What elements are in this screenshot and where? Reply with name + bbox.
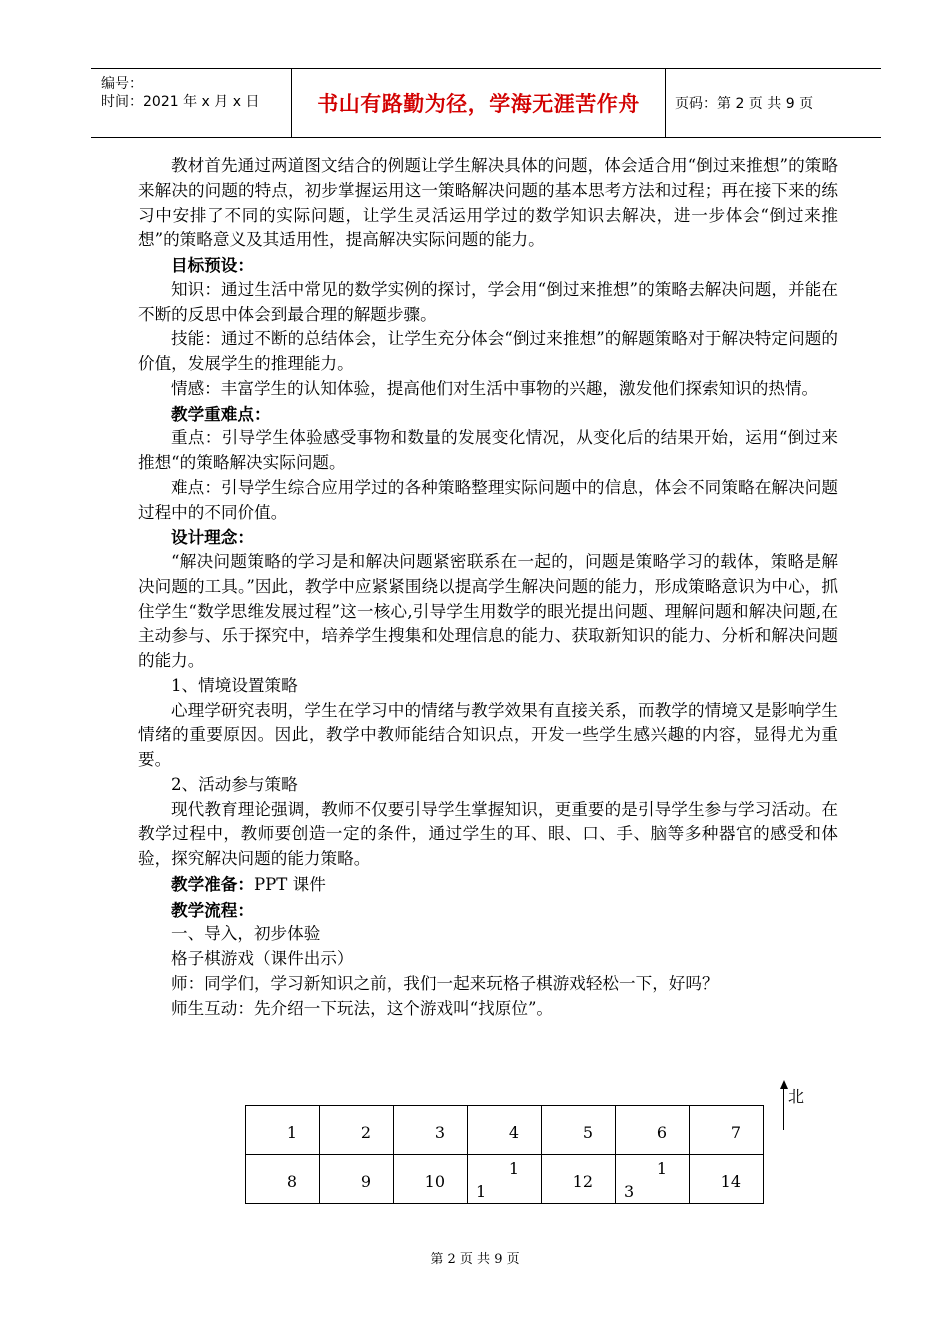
grid-cell	[616, 1106, 690, 1155]
cell-number: 4	[508, 1123, 519, 1142]
grid-cell	[468, 1106, 542, 1155]
grid-cell	[320, 1106, 394, 1155]
grid-cell	[394, 1155, 468, 1204]
flow-step-1: 一、导入，初步体验	[171, 924, 321, 944]
paragraph-difficult: 难点：引导学生综合应用学过的各种策略整理实际问题中的信息，体会不同策略在解决问题过程中的不同价值。	[138, 477, 838, 522]
grid-cell	[690, 1155, 764, 1204]
cell-number-top: 1	[656, 1159, 667, 1178]
flow-teacher-line: 师：同学们，学习新知识之前，我们一起来玩格子棋游戏轻松一下，好吗？	[171, 973, 719, 993]
grid-cell	[468, 1155, 542, 1204]
paragraph-strategy-1: 心理学研究表明，学生在学习中的情绪与教学效果有直接关系，而教学的情境又是影响学生情绪的重要原因。因此，教学中教师能结合知识点，开发一些学生感兴趣的内容，显得尤为重要。	[138, 700, 838, 769]
grid-cell	[320, 1155, 394, 1204]
flow-game-title: 格子棋游戏（课件出示）	[171, 949, 354, 968]
cell-number: 10	[424, 1172, 445, 1191]
grid-cell	[542, 1106, 616, 1155]
grid-board	[245, 1105, 764, 1204]
cell-number: 8	[286, 1172, 297, 1191]
paragraph-knowledge: 知识：通过生活中常见的数学实例的探讨，学会用“倒过来推想”的策略去解决问题，并能在不断的反思中体会到最合理的解题步骤。	[138, 279, 838, 324]
grid-cell	[246, 1106, 320, 1155]
heading-goal: 目标预设：	[171, 255, 254, 275]
header-meta	[91, 69, 291, 137]
cell-number: 3	[434, 1123, 445, 1142]
grid-cell	[394, 1106, 468, 1155]
heading-prep: 教学准备：	[171, 873, 254, 894]
prep-line	[138, 872, 838, 898]
grid-cell	[246, 1155, 320, 1204]
grid-cell	[616, 1155, 690, 1204]
cell-number: 12	[572, 1172, 593, 1191]
cell-number: 5	[582, 1123, 593, 1142]
page-header	[91, 68, 881, 138]
flow-interaction-line: 师生互动：先介绍一下玩法，这个游戏叫“找原位”。	[171, 998, 554, 1018]
paragraph-skill: 技能：通过不断的总结体会，让学生充分体会“倒过来推想”的解题策略对于解决特定问题的价值，发展学生的推理能力。	[138, 329, 838, 373]
paragraph-key: 重点：引导学生体验感受事物和数量的发展变化情况，从变化后的结果开始，运用“倒过来推想“的策略解决实际问题。	[138, 428, 838, 472]
grid-cell	[542, 1155, 616, 1204]
grid-row	[246, 1106, 764, 1155]
cell-number: 14	[720, 1172, 741, 1191]
heading-concept: 设计理念：	[171, 527, 254, 548]
heading-key-points: 教学重难点：	[171, 403, 271, 424]
cell-number: 6	[656, 1123, 667, 1142]
subheading-strategy-2: 2、活动参与策略	[171, 774, 298, 794]
north-indicator	[775, 1080, 815, 1130]
cell-number: 1	[286, 1123, 297, 1142]
grid-row	[246, 1155, 764, 1204]
north-label: 北	[788, 1087, 805, 1106]
paragraph-intro: 教材首先通过两道图文结合的例题让学生解决具体的问题，体会适合用“倒过来推想”的策略来解决的问题的特点，初步掌握运用这一策略解决问题的基本思考方法和过程；再在接下来的练习中安排了不同的实际问题，让学生灵活运用学过的数学知识去解决，进一步体会“倒过来推想”的策略意义及其适用性，提高解决实际问题的能力。	[138, 156, 838, 250]
grid-cell	[690, 1106, 764, 1155]
page-footer: 第 2 页 共 9 页	[430, 1252, 520, 1267]
number-label: 编号：	[101, 76, 143, 92]
cell-number: 9	[360, 1172, 371, 1191]
paragraph-strategy-2: 现代教育理论强调，教师不仅要引导学生掌握知识，更重要的是引导学生参与学习活动。在教学过程中，教师要创造一定的条件，通过学生的耳、眼、口、手、脑等多种器官的感受和体验，探究解决问题的能力策略。	[138, 799, 838, 868]
cell-number: 7	[730, 1123, 741, 1142]
time-label: 时间：2021 年 x 月 x 日	[101, 94, 260, 110]
cell-number-bottom: 3	[624, 1182, 635, 1201]
cell-number: 2	[360, 1123, 371, 1142]
header-motto: 书山有路勤为径，学海无涯苦作舟	[291, 69, 666, 137]
prep-value: PPT 课件	[253, 874, 326, 894]
paragraph-concept: “解决问题策略的学习是和解决问题紧密联系在一起的，问题是策略学习的载体，策略是解决问题的工具。”因此，教学中应紧紧围绕以提高学生解决问题的能力，形成策略意识为中心，抓住学生“数学思维发展过程”这一核心,引导学生用数学的眼光提出问题、理解问题和解决问题,在主动参与、乐于探究中，培养学生搜集和处理信息的能力、获取新知识的能力、分析和解决问题的能力。	[138, 552, 838, 670]
subheading-strategy-1: 1、情境设置策略	[171, 675, 298, 695]
document-body	[138, 154, 838, 1021]
north-arrow-stem	[783, 1088, 784, 1130]
heading-flow: 教学流程：	[171, 899, 254, 920]
header-page-info: 页码：第 2 页 共 9 页	[675, 96, 814, 112]
cell-number-bottom: 1	[476, 1182, 487, 1201]
north-arrow-icon	[780, 1080, 788, 1089]
cell-number-top: 1	[508, 1159, 519, 1178]
paragraph-emotion: 情感：丰富学生的认知体验，提高他们对生活中事物的兴趣，激发他们探索知识的热情。	[171, 378, 819, 398]
